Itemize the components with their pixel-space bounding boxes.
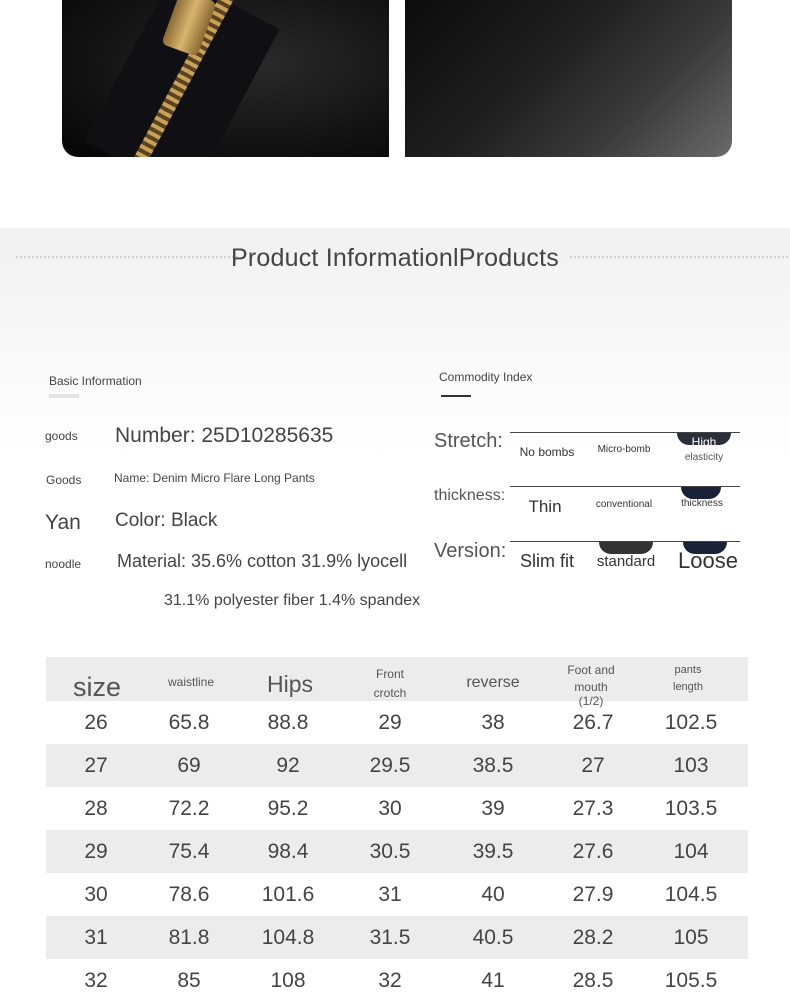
version-option-slim-fit: Slim fit — [520, 551, 574, 571]
cell-front-crotch: 29.5 — [369, 754, 411, 777]
cell-reverse: 38.5 — [472, 754, 514, 777]
header-front-crotch-line2: crotch — [373, 686, 407, 700]
cell-reverse: 40.5 — [472, 926, 514, 949]
table-row — [46, 830, 748, 873]
cell-hips: 101.6 — [261, 883, 315, 906]
header-pants-length-line2: length — [673, 681, 703, 693]
cell-hips: 104.8 — [261, 926, 315, 949]
cell-hips: 108 — [270, 969, 306, 992]
cell-size: 27 — [84, 754, 108, 777]
cell-front-crotch: 30.5 — [369, 840, 411, 863]
cell-pants-length: 105.5 — [664, 969, 718, 992]
cell-waistline: 78.6 — [168, 883, 210, 906]
cell-hips: 92 — [276, 754, 300, 777]
table-row — [46, 787, 748, 830]
thickness-label: thickness: — [434, 487, 506, 504]
table-row — [46, 873, 748, 916]
cell-foot-mouth: 27 — [581, 754, 605, 777]
cell-reverse: 40 — [481, 883, 505, 906]
label-goods: goods — [45, 429, 78, 443]
cell-pants-length: 102.5 — [664, 711, 718, 734]
stretch-option-elasticity: elasticity — [684, 452, 724, 463]
stretch-label: Stretch: — [434, 430, 503, 452]
header-waistline: waistline — [167, 675, 215, 689]
cell-size: 26 — [84, 711, 108, 734]
cell-waistline: 85 — [177, 969, 201, 992]
table-row — [46, 916, 748, 959]
version-option-standard: standard — [596, 553, 656, 570]
cell-waistline: 65.8 — [168, 711, 210, 734]
label-yan: Yan — [45, 511, 81, 534]
header-hips: Hips — [266, 671, 313, 697]
product-material: Material: 35.6% cotton 31.9% lyocell — [117, 551, 408, 571]
cell-pants-length: 104.5 — [664, 883, 718, 906]
table-row — [46, 701, 748, 744]
cell-front-crotch: 31 — [378, 883, 402, 906]
cell-reverse: 41 — [481, 969, 505, 992]
cell-waistline: 69 — [177, 754, 201, 777]
cell-front-crotch: 32 — [378, 969, 402, 992]
header-foot-mouth — [558, 657, 624, 706]
cell-hips: 98.4 — [267, 840, 309, 863]
cell-pants-length: 105 — [673, 926, 709, 949]
header-size: size — [72, 672, 121, 702]
header-pants-length — [658, 657, 718, 706]
cell-reverse: 39 — [481, 797, 505, 820]
header-front-crotch-line1: Front — [375, 667, 404, 681]
fabric-photo — [405, 0, 732, 157]
size-table-header — [46, 657, 748, 708]
cell-pants-length: 103.5 — [664, 797, 718, 820]
header-foot-mouth-line2: mouth — [574, 680, 608, 694]
header-foot-mouth-line1: Foot and — [567, 663, 615, 677]
cell-foot-mouth: 26.7 — [572, 711, 614, 734]
cell-size: 31 — [84, 926, 108, 949]
cell-size: 30 — [84, 883, 108, 906]
zipper-photo — [62, 0, 389, 157]
size-table-body — [46, 701, 748, 1002]
size-table — [46, 657, 748, 1002]
cell-foot-mouth: 28.2 — [572, 926, 614, 949]
cell-reverse: 38 — [481, 711, 505, 734]
product-number: Number: 25D10285635 — [115, 424, 334, 447]
label-noodle: noodle — [45, 557, 82, 571]
table-row — [46, 744, 748, 787]
header-reverse: reverse — [466, 674, 520, 691]
cell-size: 28 — [84, 797, 108, 820]
cell-front-crotch: 31.5 — [369, 926, 411, 949]
basic-info-tag: Basic Information — [49, 374, 142, 388]
cell-pants-length: 103 — [673, 754, 709, 777]
header-pants-length-line1: pants — [674, 664, 702, 676]
table-row — [46, 959, 748, 1002]
header-foot-mouth-line3: (1/2) — [578, 694, 604, 708]
cell-foot-mouth: 28.5 — [572, 969, 614, 992]
stretch-option-high: High — [691, 435, 717, 449]
version-option-loose: Loose — [678, 548, 738, 573]
cell-waistline: 75.4 — [168, 840, 210, 863]
commodity-index-tag: Commodity Index — [439, 370, 533, 384]
section-title: Product InformationlProducts — [231, 244, 559, 272]
product-name: Name: Denim Micro Flare Long Pants — [114, 471, 315, 485]
cell-reverse: 39.5 — [472, 840, 514, 863]
cell-foot-mouth: 27.9 — [572, 883, 614, 906]
thickness-option-thin: Thin — [528, 497, 562, 516]
product-color: Color: Black — [115, 510, 218, 531]
thickness-option-conventional: conventional — [595, 499, 653, 510]
cell-pants-length: 104 — [673, 840, 709, 863]
cell-front-crotch: 30 — [378, 797, 402, 820]
cell-foot-mouth: 27.3 — [572, 797, 614, 820]
thickness-option-thickness: thickness — [681, 498, 723, 509]
label-goods-2: Goods — [46, 473, 82, 487]
cell-hips: 88.8 — [267, 711, 309, 734]
cell-waistline: 72.2 — [168, 797, 210, 820]
version-label: Version: — [434, 540, 507, 562]
cell-waistline: 81.8 — [168, 926, 210, 949]
cell-foot-mouth: 27.6 — [572, 840, 614, 863]
stretch-option-micro: Micro-bomb — [597, 444, 651, 455]
cell-front-crotch: 29 — [378, 711, 402, 734]
cell-size: 32 — [84, 969, 108, 992]
cell-size: 29 — [84, 840, 108, 863]
product-material-cont: 31.1% polyester fiber 1.4% spandex — [164, 592, 421, 609]
stretch-option-no-bombs: No bombs — [519, 445, 575, 459]
cell-hips: 95.2 — [267, 797, 309, 820]
